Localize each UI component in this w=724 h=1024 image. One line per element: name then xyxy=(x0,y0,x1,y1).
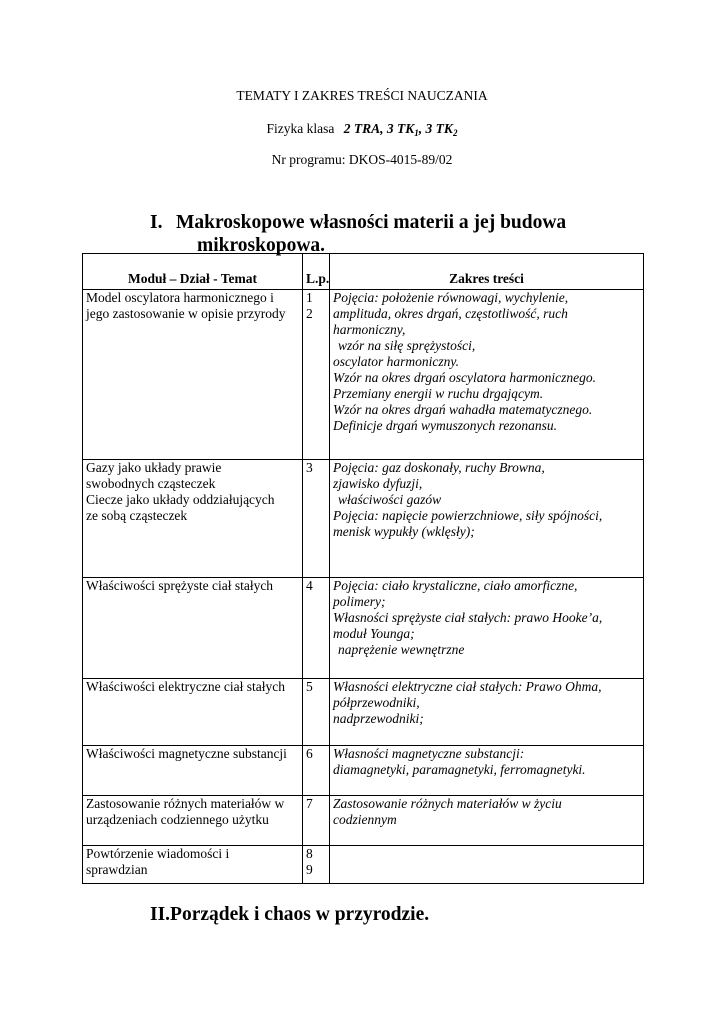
table-row xyxy=(83,846,644,884)
table-row xyxy=(83,290,644,460)
topic-line: ze sobą cząsteczek xyxy=(86,508,188,523)
scope-line: harmoniczny, xyxy=(333,322,406,337)
scope-line: Pojęcia: ciało krystaliczne, ciało amorficzne, xyxy=(333,578,578,593)
lp-cell xyxy=(303,460,330,578)
lp-line: 9 xyxy=(306,862,313,877)
table-row xyxy=(83,460,644,578)
scope-line: Zastosowanie różnych materiałów w życiu xyxy=(333,796,562,811)
scope-line: diamagnetyki, paramagnetyki, ferromagnetyki. xyxy=(333,762,586,777)
lp-cell xyxy=(303,578,330,679)
class-line xyxy=(0,121,724,137)
topic-cell xyxy=(83,290,303,460)
lp-line: 3 xyxy=(306,460,313,475)
scope-line: Pojęcia: gaz doskonały, ruchy Browna, xyxy=(333,460,545,475)
topic-line: Powtórzenie wiadomości i xyxy=(86,846,230,861)
scope-line: półprzewodniki, xyxy=(333,695,420,710)
topic-line: Model oscylatora harmonicznego i xyxy=(86,290,274,305)
topic-cell xyxy=(83,578,303,679)
scope-line: Własności sprężyste ciał stałych: prawo Hooke’a, xyxy=(333,610,603,625)
table-row xyxy=(83,679,644,746)
topic-cell xyxy=(83,746,303,796)
class-a: 2 TRA, 3 TK xyxy=(343,121,415,136)
scope-line: menisk wypukły (wklęsły); xyxy=(333,524,475,539)
class-separator: , 3 TK xyxy=(418,121,453,136)
lp-cell xyxy=(303,796,330,846)
scope-line: właściwości gazów xyxy=(338,492,442,507)
lp-line: 4 xyxy=(306,578,313,593)
document-title: TEMATY I ZAKRES TREŚCI NAUCZANIA xyxy=(236,88,488,103)
lp-line: 8 xyxy=(306,846,313,861)
scope-cell xyxy=(330,290,644,460)
topic-line: sprawdzian xyxy=(86,862,148,877)
lp-line: 2 xyxy=(306,306,313,321)
scope-line: Definicje drgań wymuszonych rezonansu. xyxy=(333,418,557,433)
topic-line: Gazy jako układy prawie xyxy=(86,460,222,475)
scope-line: Pojęcia: położenie równowagi, wychylenie, xyxy=(333,290,569,305)
scope-line: Przemiany energii w ruchu drgającym. xyxy=(333,386,544,401)
scope-cell xyxy=(330,679,644,746)
lp-cell xyxy=(303,746,330,796)
table-row xyxy=(83,578,644,679)
section-1-number: I. xyxy=(150,212,163,233)
header-topic: Moduł – Dział - Temat xyxy=(83,254,303,290)
topic-line: Zastosowanie różnych materiałów w xyxy=(86,796,285,811)
section-1-title-line-1: Makroskopowe własności materii a jej budowa xyxy=(176,212,567,233)
scope-line: nadprzewodniki; xyxy=(333,711,424,726)
scope-cell xyxy=(330,846,644,884)
scope-line: Własności elektryczne ciał stałych: Prawo Ohma, xyxy=(333,679,602,694)
curriculum-table xyxy=(82,253,644,884)
topic-line: Właściwości magnetyczne substancji xyxy=(86,746,287,761)
table-row xyxy=(83,746,644,796)
topic-cell xyxy=(83,460,303,578)
topic-cell xyxy=(83,796,303,846)
scope-line: moduł Younga; xyxy=(333,626,415,641)
lp-cell xyxy=(303,290,330,460)
scope-line: naprężenie wewnętrzne xyxy=(338,642,465,657)
table-header-row xyxy=(83,254,644,290)
scope-line: Pojęcia: napięcie powierzchniowe, siły spójności, xyxy=(333,508,603,523)
scope-line: amplituda, okres drgań, częstotliwość, ruch xyxy=(333,306,568,321)
scope-line: Wzór na okres drgań oscylatora harmonicznego. xyxy=(333,370,596,385)
scope-cell xyxy=(330,796,644,846)
class-prefix: Fizyka klasa xyxy=(266,121,335,136)
scope-line: wzór na siłę sprężystości, xyxy=(338,338,476,353)
topic-line: swobodnych cząsteczek xyxy=(86,476,216,491)
class-a-subscript: 1 xyxy=(414,128,419,138)
program-number: Nr programu: DKOS-4015-89/02 xyxy=(271,152,453,167)
scope-line: polimery; xyxy=(333,594,386,609)
topic-line: Właściwości sprężyste ciał stałych xyxy=(86,578,274,593)
scope-line: codziennym xyxy=(333,812,397,827)
topic-line: Właściwości elektryczne ciał stałych xyxy=(86,679,286,694)
lp-cell xyxy=(303,679,330,746)
header-scope: Zakres treści xyxy=(330,254,644,290)
table-row xyxy=(83,796,644,846)
lp-line: 5 xyxy=(306,679,313,694)
lp-line: 1 xyxy=(306,290,313,305)
lp-cell xyxy=(303,846,330,884)
lp-line: 7 xyxy=(306,796,313,811)
scope-line: Własności magnetyczne substancji: xyxy=(333,746,525,761)
scope-cell xyxy=(330,460,644,578)
section-1-title-line-2: mikroskopowa. xyxy=(197,235,326,256)
scope-line: Wzór na okres drgań wahadła matematycznego. xyxy=(333,402,593,417)
section-1-heading xyxy=(150,211,566,257)
topic-line: urządzeniach codziennego użytku xyxy=(86,812,269,827)
scope-line: zjawisko dyfuzji, xyxy=(333,476,423,491)
topic-cell xyxy=(83,679,303,746)
section-2-heading: II.Porządek i chaos w przyrodzie. xyxy=(150,904,430,925)
topic-cell xyxy=(83,846,303,884)
class-b-subscript: 2 xyxy=(452,128,458,138)
topic-line: Ciecze jako układy oddziałujących xyxy=(86,492,275,507)
scope-cell xyxy=(330,578,644,679)
header-lp: L.p. xyxy=(303,254,330,290)
lp-line: 6 xyxy=(306,746,313,761)
scope-cell xyxy=(330,746,644,796)
scope-line: oscylator harmoniczny. xyxy=(333,354,459,369)
topic-line: jego zastosowanie w opisie przyrody xyxy=(86,306,286,321)
class-list xyxy=(344,121,458,136)
